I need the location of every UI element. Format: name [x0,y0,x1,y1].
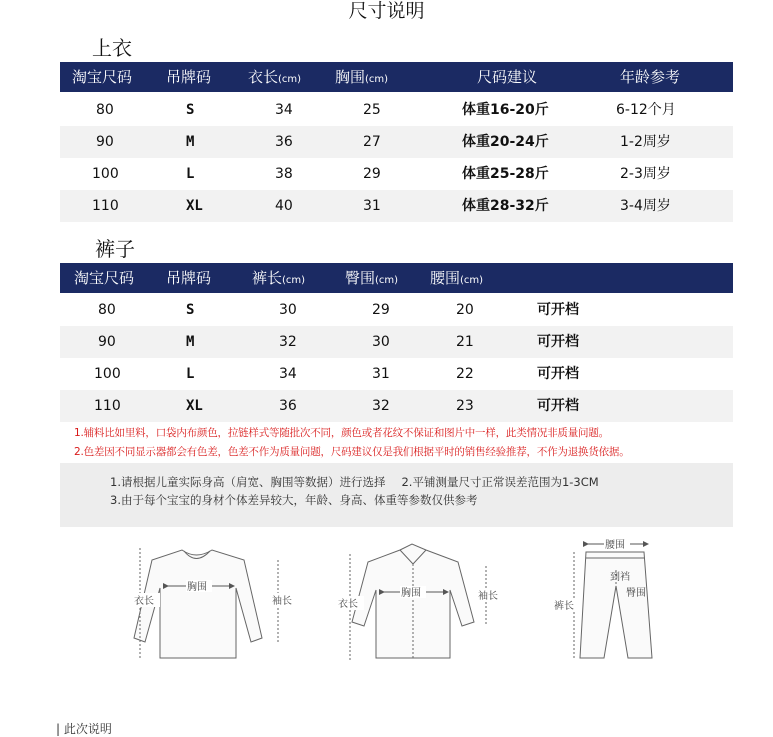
cell-taobao-size: 110 [92,198,119,214]
cell-chest: 29 [363,166,381,182]
cell-waist: 21 [456,334,474,350]
pants-table-header [60,263,733,293]
table-row [60,358,733,390]
pants-length-label: 裤长 [554,601,574,612]
cell-taobao-size: 80 [96,102,114,118]
cell-taobao-size: 90 [96,134,114,150]
note-1: 1.辅料比如里料，口袋内布颜色，拉链样式等随批次不同，颜色或者花纹不保证和图片中一样，此类情况非质量问题。 [74,427,609,439]
cell-chest: 31 [363,198,381,214]
table-row [60,190,733,222]
footer-partial-heading: | 此次说明 [56,722,112,736]
header-taobao-size: 淘宝尺码 [72,68,133,86]
cell-length: 40 [275,198,293,214]
cell-open-crotch: 可开档 [537,398,579,414]
table-row [60,126,733,158]
cell-chest: 25 [363,102,381,118]
tips-box [60,463,733,527]
cell-age: 2-3周岁 [620,166,671,182]
pants-diagram [574,544,652,660]
cell-size-advice: 体重28-32斤 [462,198,549,214]
cell-taobao-size: 100 [94,366,121,382]
cell-taobao-size: 100 [92,166,119,182]
table-row [60,94,733,126]
pants-hip-label: 臀围 [626,588,646,599]
table-row [60,294,733,326]
header-taobao-size: 淘宝尺码 [74,269,135,287]
shirt-diagram [350,544,486,660]
cell-tag-size: L [186,366,195,382]
pants-crotch-label: 到裆 [610,572,630,583]
tip-line-1: 1.请根据儿童实际身高（肩宽、胸围等数据）进行选择 2.平铺测量尺寸正常误差范围为1-3CM [110,475,599,489]
cell-pants-length: 32 [279,334,297,350]
top-section-title: 上衣 [92,36,132,60]
cell-hip: 30 [372,334,390,350]
cell-age: 1-2周岁 [620,134,671,150]
cell-tag-size: XL [186,198,203,214]
cell-waist: 22 [456,366,474,382]
page-title: 尺寸说明 [348,0,425,22]
cell-pants-length: 34 [279,366,297,382]
cell-age: 6-12个月 [616,102,676,118]
cell-size-advice: 体重20-24斤 [462,134,549,150]
cell-taobao-size: 90 [98,334,116,350]
header-pants-length: 裤长(cm) [252,269,306,287]
sweater-sleeve-label: 袖长 [272,596,292,607]
shirt-length-label: 衣长 [338,599,358,610]
table-row [60,326,733,358]
cell-length: 36 [275,134,293,150]
cell-open-crotch: 可开档 [537,302,579,318]
cell-chest: 27 [363,134,381,150]
shirt-chest-label: 胸围 [401,588,421,599]
cell-open-crotch: 可开档 [537,366,579,382]
header-waist: 腰围(cm) [430,269,484,287]
cell-size-advice: 体重16-20斤 [462,102,549,118]
header-age: 年龄参考 [620,68,681,86]
cell-open-crotch: 可开档 [537,334,579,350]
cell-taobao-size: 80 [98,302,116,318]
pants-section-title: 裤子 [95,237,135,261]
cell-tag-size: M [186,334,195,350]
header-tag-size: 吊牌码 [166,269,212,287]
cell-hip: 32 [372,398,390,414]
table-row [60,158,733,190]
pants-waist-label: 腰围 [605,540,625,551]
cell-waist: 23 [456,398,474,414]
header-hip: 臀围(cm) [345,269,399,287]
cell-hip: 31 [372,366,390,382]
cell-waist: 20 [456,302,474,318]
cell-length: 34 [275,102,293,118]
header-chest: 胸围(cm) [335,68,389,86]
cell-tag-size: XL [186,398,203,414]
cell-hip: 29 [372,302,390,318]
cell-taobao-size: 110 [94,398,121,414]
shirt-sleeve-label: 袖长 [478,591,498,602]
header-size-advice: 尺码建议 [477,68,538,86]
cell-tag-size: S [186,102,195,118]
sweater-length-label: 衣长 [134,596,154,607]
cell-pants-length: 30 [279,302,297,318]
note-2: 2.色差因不同显示器都会有色差，色差不作为质量问题，尺码建议仅是我们根据平时的销售经验推荐，不作为退换货依据。 [74,446,630,458]
sweater-chest-label: 胸围 [187,582,207,593]
cell-size-advice: 体重25-28斤 [462,166,549,182]
cell-age: 3-4周岁 [620,198,671,214]
tip-line-2: 3.由于每个宝宝的身材个体差异较大，年龄、身高、体重等参数仅供参考 [110,493,478,507]
cell-tag-size: S [186,302,195,318]
top-table-header [60,62,733,92]
cell-pants-length: 36 [279,398,297,414]
header-length: 衣长(cm) [248,68,302,86]
cell-tag-size: L [186,166,195,182]
header-tag-size: 吊牌码 [166,68,212,86]
measurement-diagrams [0,530,773,670]
cell-length: 38 [275,166,293,182]
table-row [60,390,733,422]
cell-tag-size: M [186,134,195,150]
